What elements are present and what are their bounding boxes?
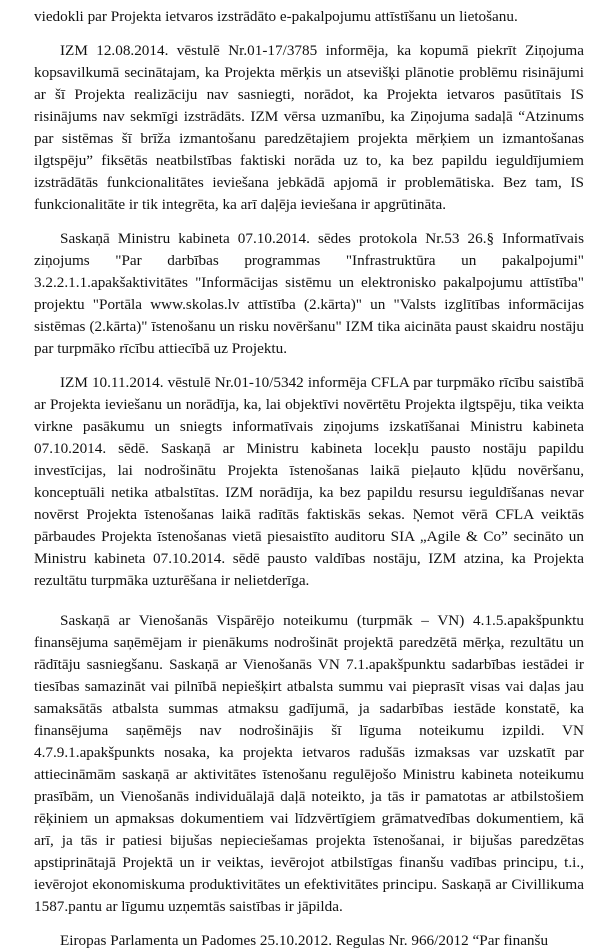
paragraph-cabinet-protocol: Saskaņā Ministru kabineta 07.10.2014. sēdes protokola Nr.53 26.§ Informatīvais ziņojums "Par darbības programmas "Infrastruktūra un pakalpojumi" 3.2.2.1.1.apakšaktivitātes "Informācijas sistēmu un elektronisko pakalpojumu attīstība" projektu "Portāla www.skolas.lv attīstība (2.kārta)" un "Valsts izglītības informācijas sistēmas (2.kārta)" īstenošanu un risku novēršanu" IZM tika aicināta paust skaidru nostāju par turpmāko rīcību attiecībā uz Projektu.	[34, 230, 584, 357]
paragraph-gap	[34, 216, 584, 228]
paragraph-1-continuation: viedokli par Projekta ietvaros izstrādāto e-pakalpojumu attīstīšanu un lietošanu.	[34, 8, 518, 25]
paragraph-gap	[34, 918, 584, 930]
paragraph-gap	[34, 28, 584, 40]
paragraph-izm-letter-10-11-2014: IZM 10.11.2014. vēstulē Nr.01-10/5342 informēja CFLA par turpmāko rīcību saistībā ar Projekta ieviešanu un norādīja, ka, lai objektīvi novērtētu Projekta ilgtspēju, tika veikta virkne pasākumu un sniegts informatīvais ziņojums izskatīšanai Ministru kabineta 07.10.2014. sēdē. Saskaņā ar Ministru kabineta locekļu pausto nostāju papildu investīcijas, lai nodrošinātu Projekta īstenošanas laikā pieļauto kļūdu novēršanu, konceptuāli netika atbalstītas. IZM norādīja, ka bez papildu resursu ieguldīšanas nevar novērst Projekta īstenošanas laikā radītās faktiskās sekas. Ņemot vērā CFLA veiktās pārbaudes Projekta īstenošanas vietā piesaistīto auditoru SIA „Agile & Co” secināto un Ministru kabineta 07.10.2014. sēdē pausto valdības nostāju, IZM atzina, ka Projekta rezultātu turpmāka uzturēšana ir nelietderīga.	[34, 374, 584, 589]
paragraph-gap	[34, 592, 584, 610]
paragraph-general-provisions: Saskaņā ar Vienošanās Vispārējo noteikumu (turpmāk – VN) 4.1.5.apakšpunktu finansējuma saņēmējam ir pienākums nodrošināt projektā paredzētā mērķa, rezultātu un rādītāju sasniegšanu. Saskaņā ar Vienošanās VN 7.1.apakšpunktu sadarbības iestādei ir tiesības samazināt vai pilnībā nepiešķirt atbalsta summu vai pieprasīt visas vai daļas jau samaksātās atbalsta summas atmaksu gadījumā, ja sadarbības iestāde konstatē, ka finansējuma saņēmējs nav nodrošinājis šī līguma noteikumu izpildi. VN 4.7.9.1.apakšpunkts nosaka, ka projekta ietvaros radušās izmaksas var uzskatīt par attiecināmām saskaņā ar aktivitātes īstenošanu regulējošo Ministru kabineta noteikumu prasībām, un Vienošanās individuālajā daļā noteikto, ja tās ir pamatotas ar atbilstošiem rēķiniem un apmaksas dokumentiem vai līdzvērtīgiem grāmatvedības dokumentiem, kā arī, ja tās ir patiesi bijušas nepieciešamas projekta īstenošanai, ir bijušas paredzētas apstiprinātajā Projektā un ir veiktas, ievērojot atbilstīgas finanšu vadības principu, t.i., ievērojot ekonomiskuma produktivitātes un efektivitātes principu. Saskaņā ar Civillikuma 1587.pantu ar līgumu uzņemtās saistības ir jāpilda.	[34, 612, 584, 915]
paragraph-izm-letter-12-08-2014: IZM 12.08.2014. vēstulē Nr.01-17/3785 informēja, ka kopumā piekrīt Ziņojuma kopsavilkumā secinātajam, ka Projekta mērķis un atsevišķi plānotie problēmu risinājumi ar šī Projekta realizāciju nav sasniegti, norādot, ka Projekta ietvaros pasūtītais IS risinājums nav sekmīgi izstrādāts. IZM vērsa uzmanību, ka Ziņojuma sadaļā “Atzinums par sistēmas šī brīža izmantošanu paredzētajiem projekta mērķiem un izmantošanas ilgtspēju” fiksētās neatbilstības faktiski norāda uz to, ka bez papildu ieguldījumiem izstrādātās funkcionalitātes ieviešana jebkādā apjomā ir problemātiska. Bez tam, IS funkcionalitāte ir tik integrēta, ka arī daļēja ieviešana ir apgrūtināta.	[34, 42, 584, 213]
paragraph-gap	[34, 360, 584, 372]
paragraph-eu-regulation: Eiropas Parlamenta un Padomes 25.10.2012. Regulas Nr. 966/2012 “Par finanšu	[60, 932, 549, 949]
